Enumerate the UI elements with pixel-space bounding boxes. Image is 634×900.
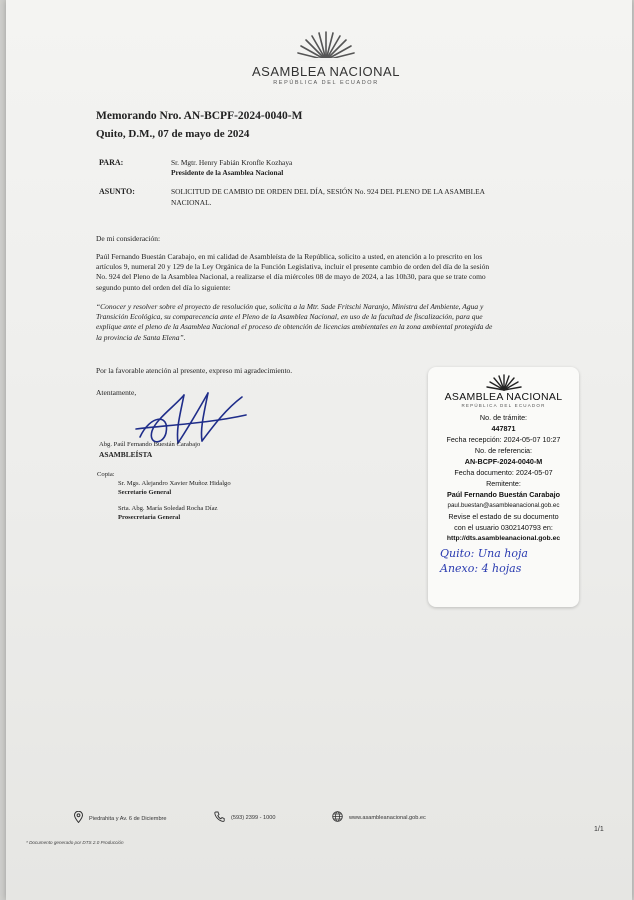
footer-phone <box>214 811 275 825</box>
memo-date: Quito, D.M., 07 de mayo de 2024 <box>96 128 250 140</box>
stamp-institution: ASAMBLEA NACIONAL <box>444 391 563 403</box>
stamp-fan-icon <box>484 373 524 391</box>
fecha-recepcion: Fecha recepción: 2024-05-07 10:27 <box>446 435 561 444</box>
globe-icon <box>332 811 343 825</box>
memo-number: Memorando Nro. AN-BCPF-2024-0040-M <box>96 110 303 122</box>
handwritten-line-2: Anexo: 4 hojas <box>440 562 522 575</box>
farewell: Atentamente, <box>96 388 137 397</box>
signatory-name: Abg. Paúl Fernando Buestán Carabajo <box>99 441 201 448</box>
page-number: 1/1 <box>594 826 604 833</box>
phone-icon <box>214 811 225 825</box>
tramite-label: No. de trámite: <box>479 413 528 422</box>
footer-address-text: Piedrahita y Av. 6 de Diciembre <box>89 815 167 822</box>
fan-emblem-icon <box>246 28 406 62</box>
remitente-label: Remitente: <box>486 479 521 488</box>
fecha-documento: Fecha documento: 2024-05-07 <box>454 468 553 477</box>
stamp-logo <box>428 367 579 408</box>
tramite-value: 447871 <box>491 424 516 433</box>
signatory-title: ASAMBLEÍSTA <box>99 450 153 459</box>
footer-website <box>332 811 426 825</box>
body-line: segundo punto del orden del día lo siguiente: <box>96 282 231 292</box>
quote-line: Transición Ecológica, su comparecencia ante el Pleno de la Asamblea Nacional, en uso de la facultad de fiscalización, para que <box>96 312 483 322</box>
asunto-label: ASUNTO: <box>99 187 135 196</box>
body-paragraph <box>96 252 566 293</box>
footer-phone-text: (593) 2399 - 1000 <box>231 815 276 821</box>
handwritten-line-1: Quito: Una hoja <box>440 547 528 560</box>
copy-1-title: Secretario General <box>118 489 172 496</box>
generated-note: * Documento generado por DTS 2.0 Producción <box>26 840 124 845</box>
remitente-email: paul.buestan@asambleanacional.gob.ec <box>447 502 560 509</box>
para-position: Presidente de la Asamblea Nacional <box>171 168 284 177</box>
location-pin-icon <box>74 811 83 826</box>
footer-website-text: www.asambleanacional.gob.ec <box>349 815 426 821</box>
document-page <box>6 0 632 900</box>
copy-2-name: Srta. Abg. María Soledad Rocha Díaz <box>118 505 218 512</box>
stamp-subtitle: REPÚBLICA DEL ECUADOR <box>461 403 546 408</box>
body-line: No. 924 del Pleno de la Asamblea Nacional, a realizarse el día miércoles 08 de mayo de 2024, a las 10h30, para que se trate como <box>96 272 486 282</box>
referencia-label: No. de referencia: <box>474 446 533 455</box>
para-name: Sr. Mgtr. Henry Fabián Kronfle Kozhaya <box>171 158 293 167</box>
remitente-value: Paúl Fernando Buestán Carabajo <box>446 490 561 499</box>
referencia-value: AN-BCPF-2024-0040-M <box>464 457 543 466</box>
revise-text: Revise el estado de su documento <box>448 512 559 521</box>
header-logo <box>246 28 406 86</box>
quote-line: explique ante el pleno de la Asamblea Nacional el proceso de obtención de licencias ambientales en la zona ambiental protegida de <box>96 322 493 332</box>
copies-label: Copia: <box>97 471 115 478</box>
copy-2-title: Prosecretaria General <box>118 514 181 521</box>
closing-line: Por la favorable atención al presente, expreso mi agradecimiento. <box>96 366 293 375</box>
quoted-request <box>96 302 566 343</box>
footer-address <box>74 811 167 826</box>
body-line: artículos 9, numeral 20 y 129 de la Ley Orgánica de la Función Legislativa, incluir el presente cambio de orden del día de la sesión <box>96 262 490 272</box>
usuario-text: con el usuario 0302140793 en: <box>454 523 553 532</box>
asunto-line-1: SOLICITUD DE CAMBIO DE ORDEN DEL DÍA, SESIÓN No. 924 DEL PLENO DE LA ASAMBLEA <box>171 187 485 196</box>
reception-stamp <box>428 367 579 607</box>
quote-line: la provincia de Santa Elena”. <box>96 332 186 342</box>
body-line: Paúl Fernando Buestán Carabajo, en mi calidad de Asambleísta de la República, solicito a usted, en atención a lo prescrito en los <box>96 252 483 261</box>
salutation: De mi consideración: <box>96 234 161 243</box>
para-label: PARA: <box>99 158 124 167</box>
copy-1-name: Sr. Mgs. Alejandro Xavier Muñoz Hidalgo <box>118 480 231 487</box>
institution-subtitle: REPÚBLICA DEL ECUADOR <box>273 80 379 86</box>
institution-name: ASAMBLEA NACIONAL <box>252 64 400 79</box>
quote-line: “Conocer y resolver sobre el proyecto de resolución que, solicita a la Mtr. Sade Fritschi Naranjo, Ministra del Ambiente, Agua y <box>96 302 484 311</box>
handwritten-note <box>428 546 579 576</box>
asunto-line-2: NACIONAL. <box>171 198 212 207</box>
tracking-url: http://dts.asambleanacional.gob.ec <box>446 535 561 542</box>
